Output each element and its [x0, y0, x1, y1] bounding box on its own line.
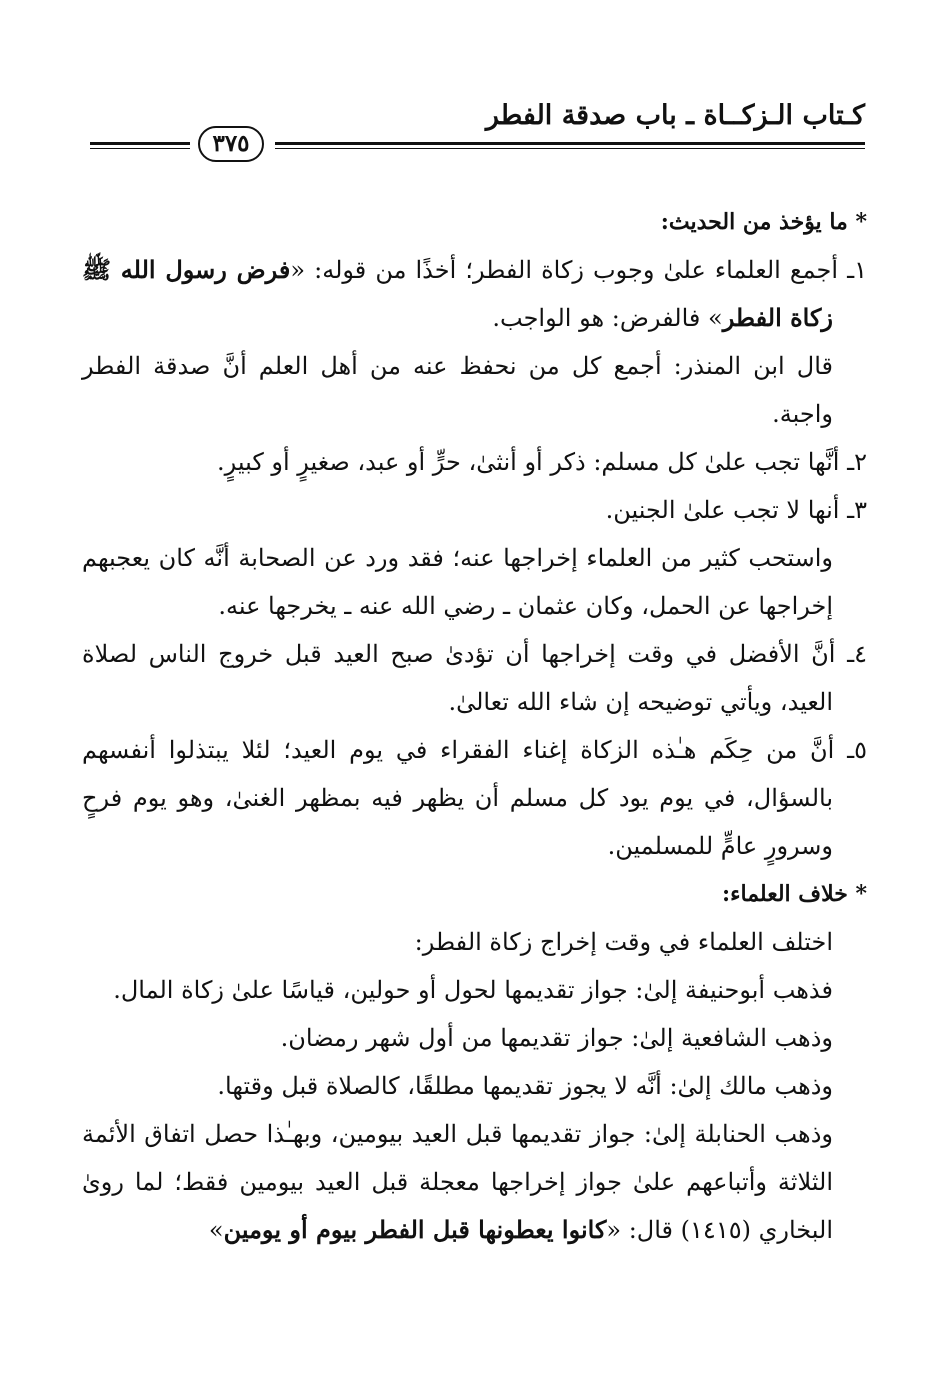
chapter-title: كـتاب الـزكــاة ـ باب صدقة الفطر [485, 100, 865, 131]
paragraph-shafii: وذهب الشافعية إلىٰ: جواز تقديمها من أول شهر رمضان. [280, 1024, 833, 1052]
page-header [90, 96, 865, 160]
section-heading-disagreement: * خلاف العلماء: [722, 881, 867, 907]
paragraph-4: ٤ـ أنَّ الأفضل في وقت إخراجها أن تؤدىٰ صبح العيد قبل خروج الناس لصلاة العيد، ويأتي توضيحه إن شاء الله تعالىٰ. [82, 640, 867, 716]
page-number: ٣٧٥ [198, 126, 264, 162]
paragraph-fetus: واستحب كثير من العلماء إخراجها عنه؛ فقد ورد عن الصحابة أنَّه كان يعجبهم إخراجها عن الحمل، وكان عثمان ـ رضي الله عنه ـ يخرجها عنه. [82, 544, 833, 620]
paragraph-hanbali [82, 1110, 867, 1254]
header-rule-left [90, 142, 190, 149]
header-rule-right [275, 142, 865, 149]
paragraph-1-text: ١ـ أجمع العلماء علىٰ وجوب زكاة الفطر؛ أخذًا من قوله: « [290, 256, 867, 284]
paragraph-hanbali-text: وذهب الحنابلة إلىٰ: جواز تقديمها قبل العيد بيومين، وبهـٰذا حصل اتفاق الأئمة الثلاثة وأتباعهم علىٰ جواز إخراجها معجلة قبل العيد بيومين فقط؛ لما روىٰ البخاري (١٤١٥) قال: « [82, 1120, 833, 1244]
hadith-quote-1: فرض رسول الله ﷺ زكاة الفطر [82, 255, 833, 332]
page-body [82, 198, 867, 1254]
paragraph-hanbali-tail: » [208, 1216, 224, 1244]
paragraph-disagreement-intro: اختلف العلماء في وقت إخراج زكاة الفطر: [414, 928, 833, 956]
hadith-quote-2: كانوا يعطونها قبل الفطر بيوم أو يومين [223, 1215, 607, 1244]
paragraph-3: ٣ـ أنها لا تجب علىٰ الجنين. [605, 496, 867, 524]
paragraph-maliki: وذهب مالك إلىٰ: أنَّه لا يجوز تقديمها مطلقًا، كالصلاة قبل وقتها. [217, 1072, 833, 1100]
section-heading-benefits: * ما يؤخذ من الحديث: [660, 209, 867, 235]
paragraph-ibn-almundhir: قال ابن المنذر: أجمع كل من نحفظ عنه من أهل العلم أنَّ صدقة الفطر واجبة. [82, 352, 833, 428]
paragraph-2: ٢ـ أنَّها تجب علىٰ كل مسلم: ذكر أو أنثىٰ، حرٍّ أو عبد، صغيرٍ أو كبيرٍ. [216, 448, 867, 476]
paragraph-1-tail: » فالفرض: هو الواجب. [492, 304, 723, 332]
paragraph-1 [82, 246, 867, 342]
paragraph-5: ٥ـ أنَّ من حِكَم هـٰذه الزكاة إغناء الفقراء في يوم العيد؛ لئلا يبتذلوا أنفسهم بالسؤال، في يوم يود كل مسلم أن يظهر فيه بمظهر الغنىٰ، وهو يوم فرحٍ وسرورٍ عامٍّ للمسلمين. [82, 736, 867, 860]
paragraph-hanafi: فذهب أبوحنيفة إلىٰ: جواز تقديمها لحول أو حولين، قياسًا علىٰ زكاة المال. [113, 976, 833, 1004]
